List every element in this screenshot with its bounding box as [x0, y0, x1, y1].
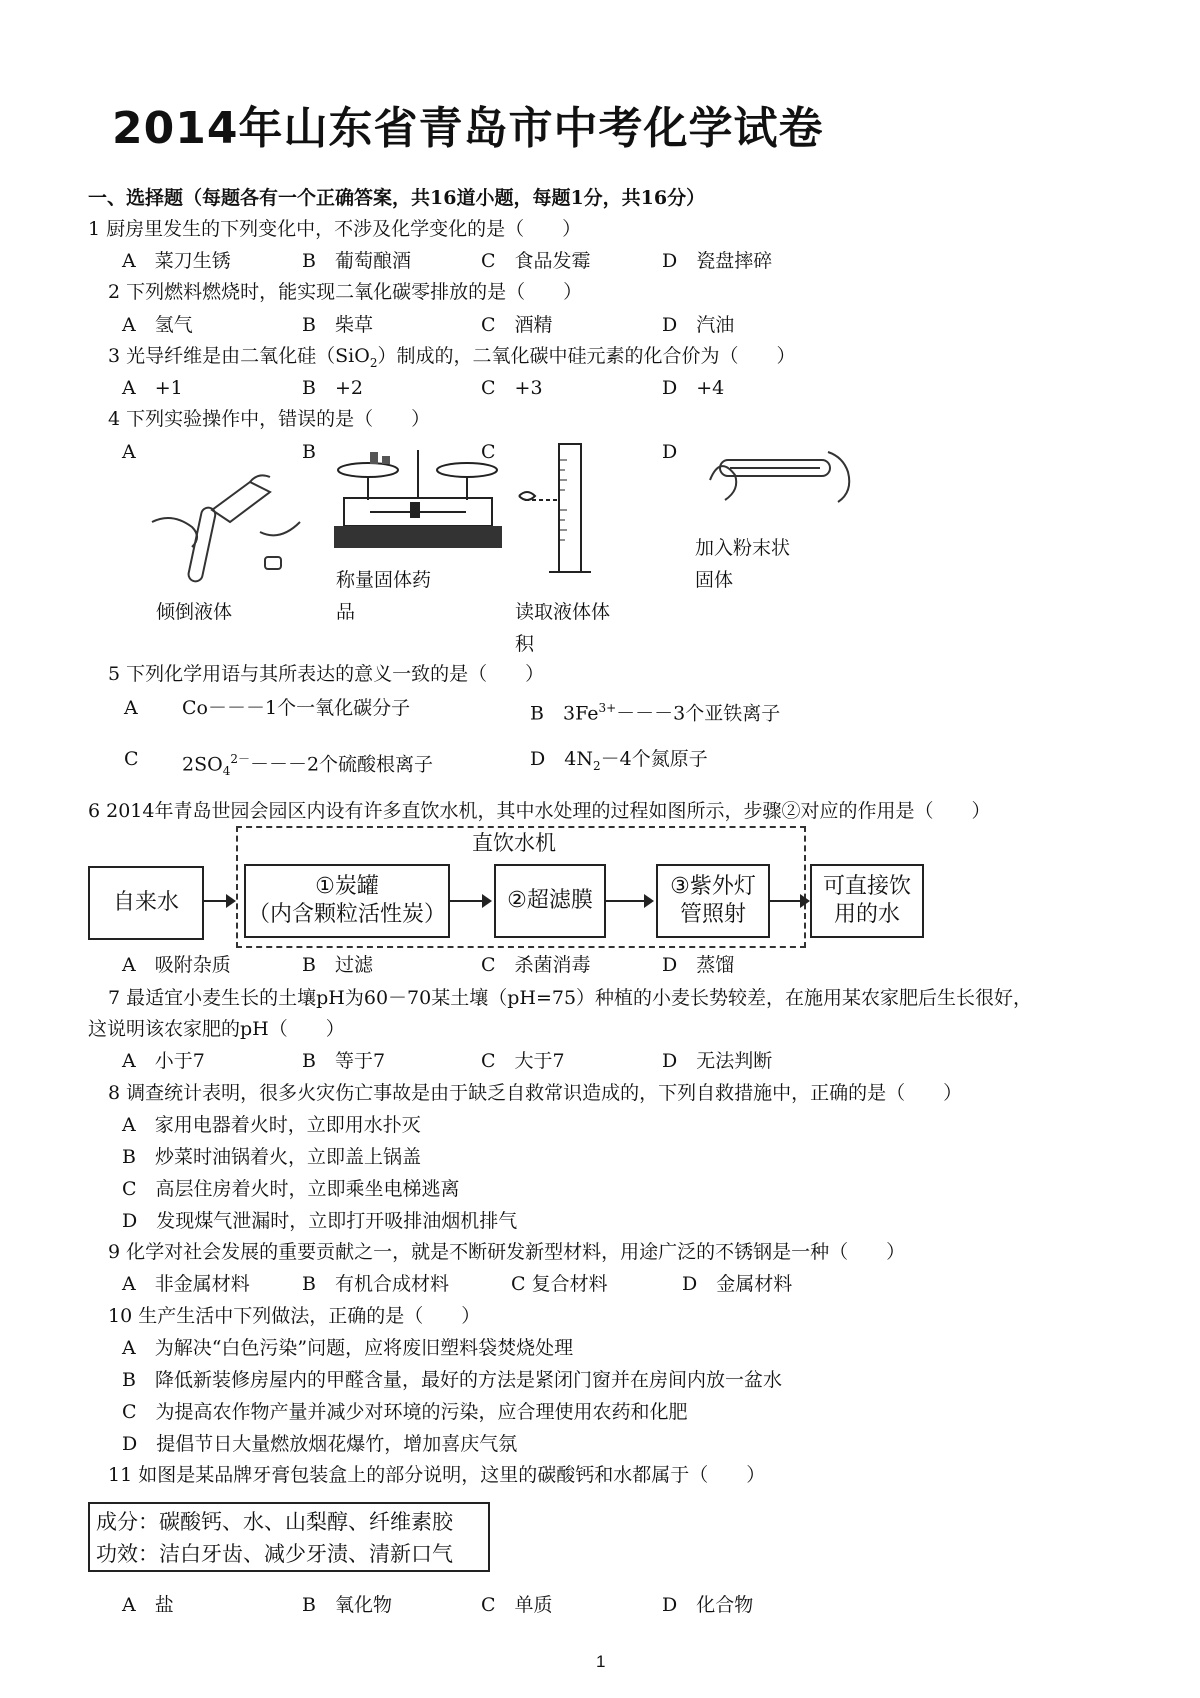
water-machine-label: 直饮水机 — [468, 831, 560, 855]
q11-option-d: D 化合物 — [662, 1594, 754, 1616]
q10-option-c: C 为提高农作物产量并减少对环境的污染，应合理使用农药和化肥 — [122, 1401, 688, 1423]
toothpaste-label-box — [88, 1502, 490, 1572]
q8-option-d: D 发现煤气泄漏时，立即打开吸排油烟机排气 — [122, 1210, 518, 1232]
q4-caption-a: 倾倒液体 — [156, 601, 233, 623]
q5-letter-c: C — [124, 748, 139, 770]
q4-caption-b: 称量固体药 — [336, 569, 432, 591]
q4-caption-d-cont: 固体 — [695, 569, 734, 591]
q8-option-a: A 家用电器着火时，立即用水扑灭 — [122, 1114, 421, 1136]
q3-option-b: B +2 — [302, 377, 363, 399]
carbon-filter-box: ①炭罐 （内含颗粒活性炭） — [244, 864, 450, 938]
q4-caption-c-cont: 积 — [515, 633, 535, 655]
q5-option-c: $2SO_4^{2-}---2$个硫酸根离子 — [182, 752, 434, 779]
q5-letter-a: A — [124, 697, 138, 719]
q4-caption-d: 加入粉末状 — [695, 537, 791, 559]
test-tube-powder-illustration — [700, 440, 860, 510]
q9-option-b: B 有机合成材料 — [302, 1273, 449, 1295]
q4-caption-c: 读取液体体 — [515, 601, 611, 623]
question-8-stem: 8 调查统计表明，很多火灾伤亡事故是由于缺乏自救常识造成的，下列自救措施中，正确的是（ ） — [108, 1082, 963, 1104]
q9-option-c: C 复合材料 — [511, 1273, 608, 1295]
ingredients-line: 成分：碳酸钙、水、山梨醇、纤维素胶 — [96, 1510, 453, 1534]
q8-option-b: B 炒菜时油锅着火，立即盖上锅盖 — [122, 1146, 421, 1168]
q8-option-c: C 高层住房着火时，立即乘坐电梯逃离 — [122, 1178, 460, 1200]
q3-option-c: C +3 — [481, 377, 543, 399]
effects-line: 功效：洁白牙齿、减少牙渍、清新口气 — [96, 1542, 453, 1566]
uv-lamp-box: ③紫外灯 管照射 — [656, 864, 770, 938]
q6-option-a: A 吸附杂质 — [122, 954, 231, 976]
q1-option-a: A 菜刀生锈 — [122, 250, 231, 272]
q4-letter-a: A — [122, 441, 136, 463]
q9-option-a: A 非金属材料 — [122, 1273, 250, 1295]
q4-letter-d: D — [662, 441, 678, 463]
q7-option-b: B 等于7 — [302, 1050, 386, 1072]
q2-option-d: D 汽油 — [662, 314, 735, 336]
q10-option-d: D 提倡节日大量燃放烟花爆竹，增加喜庆气氛 — [122, 1433, 518, 1455]
q6-option-d: D 蒸馏 — [662, 954, 735, 976]
page-number: 1 — [596, 1652, 606, 1671]
q1-option-b: B 葡萄酿酒 — [302, 250, 411, 272]
question-7-stem-cont: 这说明该农家肥的pH（ ） — [88, 1018, 345, 1040]
question-7-stem: 7 最适宜小麦生长的土壤pH为60－70某土壤（pH=75）种植的小麦长势较差，在施用某农家肥后生长很好， — [108, 987, 1033, 1009]
q2-option-c: C 酒精 — [481, 314, 553, 336]
q2-option-a: A 氢气 — [122, 314, 193, 336]
q1-option-d: D 瓷盘摔碎 — [662, 250, 773, 272]
q7-option-a: A 小于7 — [122, 1050, 205, 1072]
graduated-cylinder-illustration — [515, 440, 615, 580]
arrow-4 — [768, 900, 808, 902]
question-1-stem: 1 厨房里发生的下列变化中，不涉及化学变化的是（ ） — [88, 218, 582, 240]
tap-water-box: 自来水 — [88, 866, 204, 940]
q2-option-b: B 柴草 — [302, 314, 373, 336]
q11-option-c: C 单质 — [481, 1594, 553, 1616]
q7-option-d: D 无法判断 — [662, 1050, 773, 1072]
question-5-stem: 5 下列化学用语与其所表达的意义一致的是（ ） — [108, 663, 545, 685]
page-title: 2014年山东省青岛市中考化学试卷 — [112, 103, 824, 154]
question-2-stem: 2 下列燃料燃烧时，能实现二氧化碳零排放的是（ ） — [108, 281, 583, 303]
q4-letter-b: B — [302, 441, 316, 463]
drinking-water-box: 可直接饮 用的水 — [810, 864, 924, 938]
question-9-stem: 9 化学对社会发展的重要贡献之一，就是不断研发新型材料，用途广泛的不锈钢是一种（ ） — [108, 1241, 906, 1263]
arrow-3 — [604, 900, 652, 902]
arrow-2 — [448, 900, 490, 902]
pouring-liquid-illustration — [150, 462, 310, 592]
q3-option-d: D +4 — [662, 377, 725, 399]
q4-caption-b-cont: 品 — [336, 601, 356, 623]
q1-option-c: C 食品发霉 — [481, 250, 591, 272]
q9-option-d: D 金属材料 — [682, 1273, 793, 1295]
q5-option-d: D $4N_2-4$个氮原子 — [530, 748, 708, 773]
section-heading: 一、选择题（每题各有一个正确答案，共16道小题，每题1分，共16分） — [88, 187, 706, 209]
balance-scale-illustration — [330, 440, 505, 555]
ultrafiltration-box: ②超滤膜 — [494, 864, 606, 938]
q6-option-c: C 杀菌消毒 — [481, 954, 591, 976]
question-10-stem: 10 生产生活中下列做法，正确的是（ ） — [108, 1305, 481, 1327]
q3-option-a: A +1 — [122, 377, 183, 399]
question-4-stem: 4 下列实验操作中，错误的是（ ） — [108, 408, 431, 430]
question-11-stem: 11 如图是某品牌牙膏包装盒上的部分说明，这里的碳酸钙和水都属于（ ） — [108, 1464, 766, 1486]
q6-option-b: B 过滤 — [302, 954, 373, 976]
q11-option-b: B 氧化物 — [302, 1594, 392, 1616]
q7-option-c: C 大于7 — [481, 1050, 565, 1072]
q10-option-b: B 降低新装修房屋内的甲醛含量，最好的方法是紧闭门窗并在房间内放一盆水 — [122, 1369, 782, 1391]
q10-option-a: A 为解决“白色污染”问题，应将废旧塑料袋焚烧处理 — [122, 1337, 574, 1359]
q5-option-b: B $3Fe^{3+}---3$个亚铁离子 — [530, 701, 781, 725]
q4-letter-c: C — [481, 441, 496, 463]
q11-option-a: A 盐 — [122, 1594, 174, 1616]
question-6-stem: 6 2014年青岛世园会园区内设有许多直饮水机，其中水处理的过程如图所示，步骤②对应的作用是（ ） — [88, 800, 991, 822]
question-3-stem: 3 光导纤维是由二氧化硅（SiO$_2$）制成的，二氧化碳中硅元素的化合价为（ ） — [108, 345, 796, 370]
arrow-1 — [202, 900, 234, 902]
q5-option-a: Co－－－1个一氧化碳分子 — [182, 697, 411, 719]
